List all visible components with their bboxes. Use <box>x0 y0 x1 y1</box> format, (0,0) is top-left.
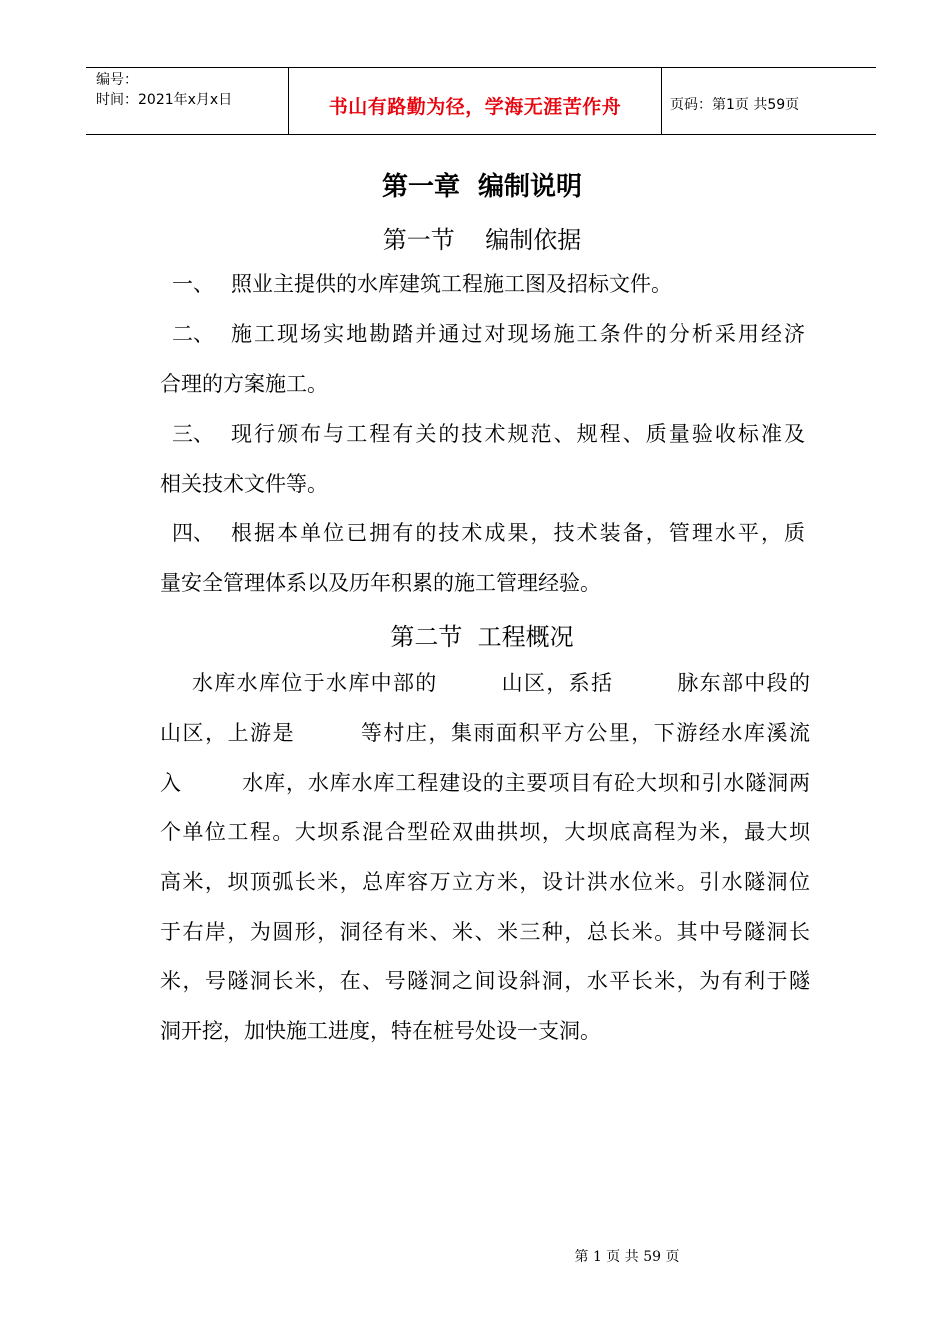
time-label: 时间：2021年x月x日 <box>96 92 233 108</box>
list-numeral: 四、 <box>172 521 214 545</box>
body-line: 高米，坝顶弧长米，总库容万立方米，设计洪水位米。引水隧洞位 <box>160 870 810 894</box>
number-label: 编号： <box>96 72 138 88</box>
list-numeral: 二、 <box>172 322 214 346</box>
section2-title: 第二节 工程概况 <box>390 623 574 651</box>
header-motto-cell <box>288 68 662 134</box>
header-page-cell <box>662 68 876 134</box>
body-line: 于右岸，为圆形，洞径有米、米、米三种，总长米。其中号隧洞长 <box>160 920 810 944</box>
list-item-text: 施工现场实地勘踏并通过对现场施工条件的分析采用经济 <box>231 322 805 346</box>
section1-title: 第一节 编制依据 <box>382 226 582 254</box>
body-line: 个单位工程。大坝系混合型砼双曲拱坝，大坝底高程为米，最大坝 <box>160 820 810 844</box>
body-line: 山区，上游是 等村庄，集雨面积平方公里，下游经水库溪流 <box>160 721 810 745</box>
header-meta-cell <box>86 68 288 134</box>
footer-page-number: 第 1 页 共 59 页 <box>574 1249 680 1265</box>
header-table <box>86 67 876 135</box>
list-item-continuation: 相关技术文件等。 <box>160 472 328 496</box>
body-line: 米，号隧洞长米，在、号隧洞之间设斜洞，水平长米，为有利于隧 <box>160 969 810 993</box>
list-item-text: 照业主提供的水库建筑工程施工图及招标文件。 <box>231 272 672 296</box>
list-item-text: 现行颁布与工程有关的技术规范、规程、质量验收标准及 <box>231 422 805 446</box>
chapter-title: 第一章 编制说明 <box>381 172 583 202</box>
list-item-continuation: 量安全管理体系以及历年积累的施工管理经验。 <box>160 571 601 595</box>
body-line: 水库水库位于水库中部的 山区，系括 脉东部中段的 <box>160 671 810 695</box>
list-numeral: 一、 <box>172 272 214 296</box>
list-item-text: 根据本单位已拥有的技术成果，技术装备，管理水平，质 <box>231 521 805 545</box>
header-page-info: 页码：第1页 共59页 <box>670 97 800 113</box>
body-line: 入 水库，水库水库工程建设的主要项目有砼大坝和引水隧洞两 <box>160 771 810 795</box>
list-item-continuation: 合理的方案施工。 <box>160 372 328 396</box>
motto: 书山有路勤为径，学海无涯苦作舟 <box>328 96 622 118</box>
list-numeral: 三、 <box>172 422 214 446</box>
body-line: 洞开挖，加快施工进度，特在桩号处设一支洞。 <box>160 1019 601 1043</box>
